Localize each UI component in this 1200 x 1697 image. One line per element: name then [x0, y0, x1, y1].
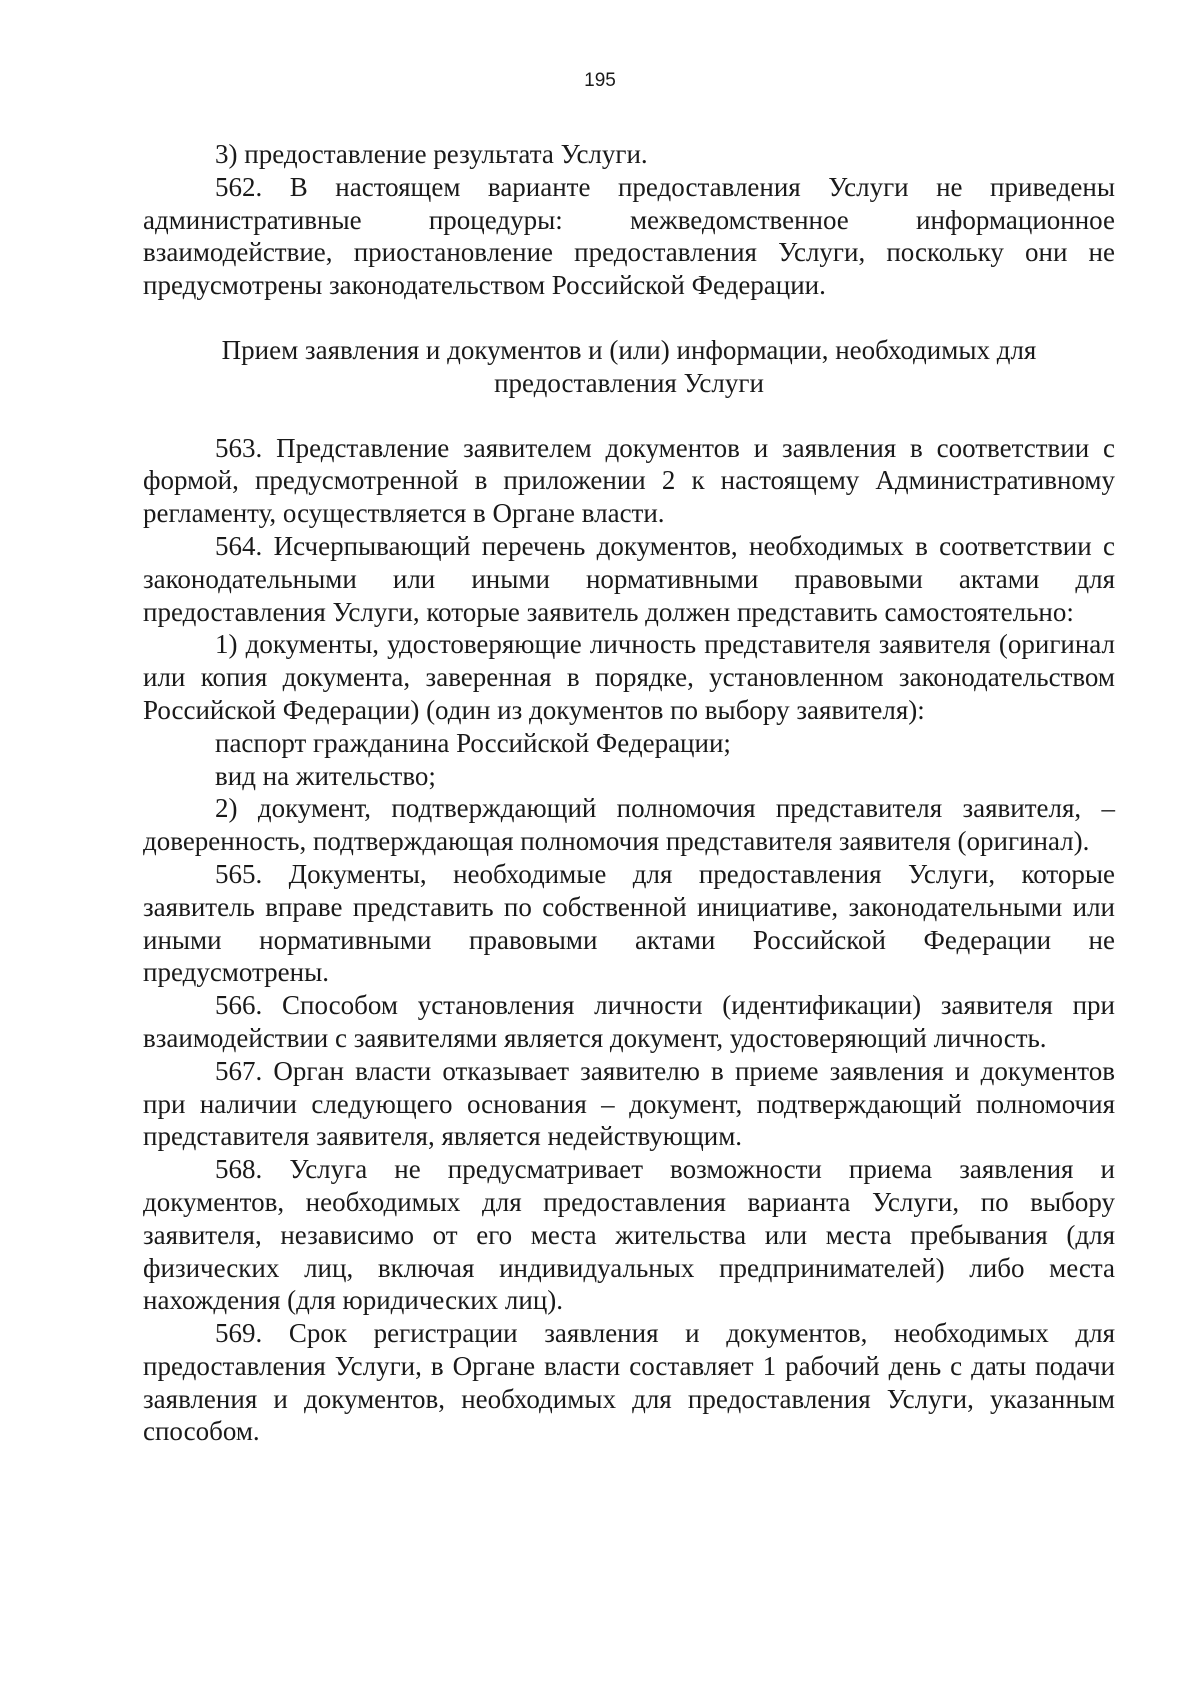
paragraph-564: 564. Исчерпывающий перечень документов, необходимых в соответствии с законодательными или иными нормативными правовыми актами для предоставления Услуги, которые заявитель должен представить самостоятельно:	[143, 530, 1115, 627]
page-number: 195	[584, 70, 616, 91]
paragraph-562: 562. В настоящем варианте предоставления Услуги не приведены административные процедуры: межведомственное информационное взаимодействие, приостановление предоставления Услуги, поскольку они не предусмотрены законодательством Российской Федерации.	[143, 171, 1115, 301]
section-heading: Прием заявления и документов и (или) информации, необходимых для предоставления Услуги	[221, 334, 1037, 398]
list-item-power-of-attorney: 2) документ, подтверждающий полномочия представителя заявителя, – доверенность, подтверждающая полномочия представителя заявителя (оригинал).	[143, 793, 1115, 857]
paragraph-567: 567. Орган власти отказывает заявителю в приеме заявления и документов при наличии следующего основания – документ, подтверждающий полномочия представителя заявителя, является недействующим.	[143, 1055, 1115, 1152]
paragraph-563: 563. Представление заявителем документов и заявления в соответствии с формой, предусмотренной в приложении 2 к настоящему Административному регламенту, осуществляется в Органе власти.	[143, 432, 1115, 529]
paragraph-569: 569. Срок регистрации заявления и документов, необходимых для предоставления Услуги, в Органе власти составляет 1 рабочий день с даты подачи заявления и документов, необходимых для предоставления Услуги, указанным способом.	[143, 1318, 1115, 1447]
paragraph-566: 566. Способом установления личности (идентификации) заявителя при взаимодействии с заявителями является документ, удостоверяющий личность.	[143, 990, 1115, 1053]
document-body	[143, 138, 1115, 1448]
list-item-passport: паспорт гражданина Российской Федерации;	[215, 727, 731, 758]
paragraph-result-item: 3) предоставление результата Услуги.	[215, 139, 648, 169]
list-item-residence-permit: вид на жительство;	[215, 760, 436, 791]
paragraph-565: 565. Документы, необходимые для предоставления Услуги, которые заявитель вправе представить по собственной инициативе, законодательными или иными нормативными правовыми актами Российской Федерации не предусмотрены.	[143, 858, 1115, 988]
paragraph-568: 568. Услуга не предусматривает возможности приема заявления и документов, необходимых для предоставления варианта Услуги, по выбору заявителя, независимо от его места жительства или места пребывания (для физических лиц, включая индивидуальных предпринимателей) либо места нахождения (для юридических лиц).	[143, 1154, 1115, 1316]
list-item-identity-documents: 1) документы, удостоверяющие личность представителя заявителя (оригинал или копия документа, заверенная в порядке, установленном законодательством Российской Федерации) (один из документов по выбору заявителя):	[143, 629, 1115, 725]
